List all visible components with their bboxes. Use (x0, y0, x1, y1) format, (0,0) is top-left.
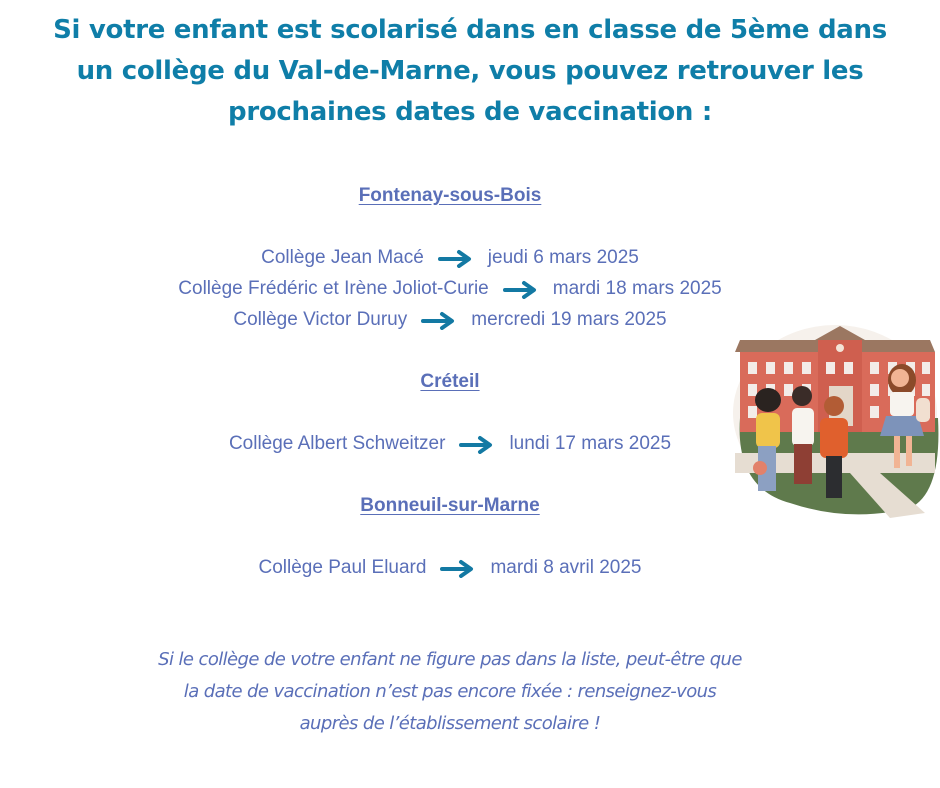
title-line-3: prochaines dates de vaccination : (228, 97, 712, 127)
footnote-line-1: Si le collège de votre enfant ne figure pas dans la liste, peut-être que (158, 649, 742, 670)
title-line-1: Si votre enfant est scolarisé dans en classe de 5ème dans (53, 15, 887, 45)
school-name: Collège Paul Eluard (258, 557, 427, 578)
vaccination-date: mercredi 19 mars 2025 (471, 309, 667, 330)
vaccination-date: mardi 18 mars 2025 (552, 278, 722, 299)
arrow-right-icon (438, 248, 474, 268)
schedule-row (0, 242, 900, 273)
arrow-right-icon (440, 558, 476, 578)
vaccination-date: jeudi 6 mars 2025 (487, 247, 639, 268)
school-name: Collège Frédéric et Irène Joliot-Curie (178, 278, 489, 299)
footnote-line-3: auprès de l’établissement scolaire ! (299, 713, 601, 734)
city-heading-creteil: Créteil (420, 371, 480, 392)
city-heading-fontenay: Fontenay-sous-Bois (358, 185, 542, 206)
arrow-right-icon (421, 310, 457, 330)
footnote-line-2: la date de vaccination n’est pas encore fixée : renseignez-vous (183, 681, 717, 702)
school-name: Collège Victor Duruy (233, 309, 408, 330)
city-heading-bonneuil: Bonneuil-sur-Marne (360, 495, 540, 516)
schedule-row (0, 273, 900, 304)
school-students-illustration-icon (730, 318, 940, 528)
school-name: Collège Albert Schweitzer (228, 433, 446, 454)
school-name: Collège Jean Macé (261, 247, 424, 268)
arrow-right-icon (459, 434, 495, 454)
vaccination-date: lundi 17 mars 2025 (509, 433, 672, 454)
arrow-right-icon (503, 279, 539, 299)
schedule-row (0, 552, 900, 583)
page-title (0, 10, 940, 133)
title-line-2: un collège du Val-de-Marne, vous pouvez retrouver les (76, 56, 864, 86)
vaccination-date: mardi 8 avril 2025 (490, 557, 642, 578)
footnote (0, 644, 900, 740)
